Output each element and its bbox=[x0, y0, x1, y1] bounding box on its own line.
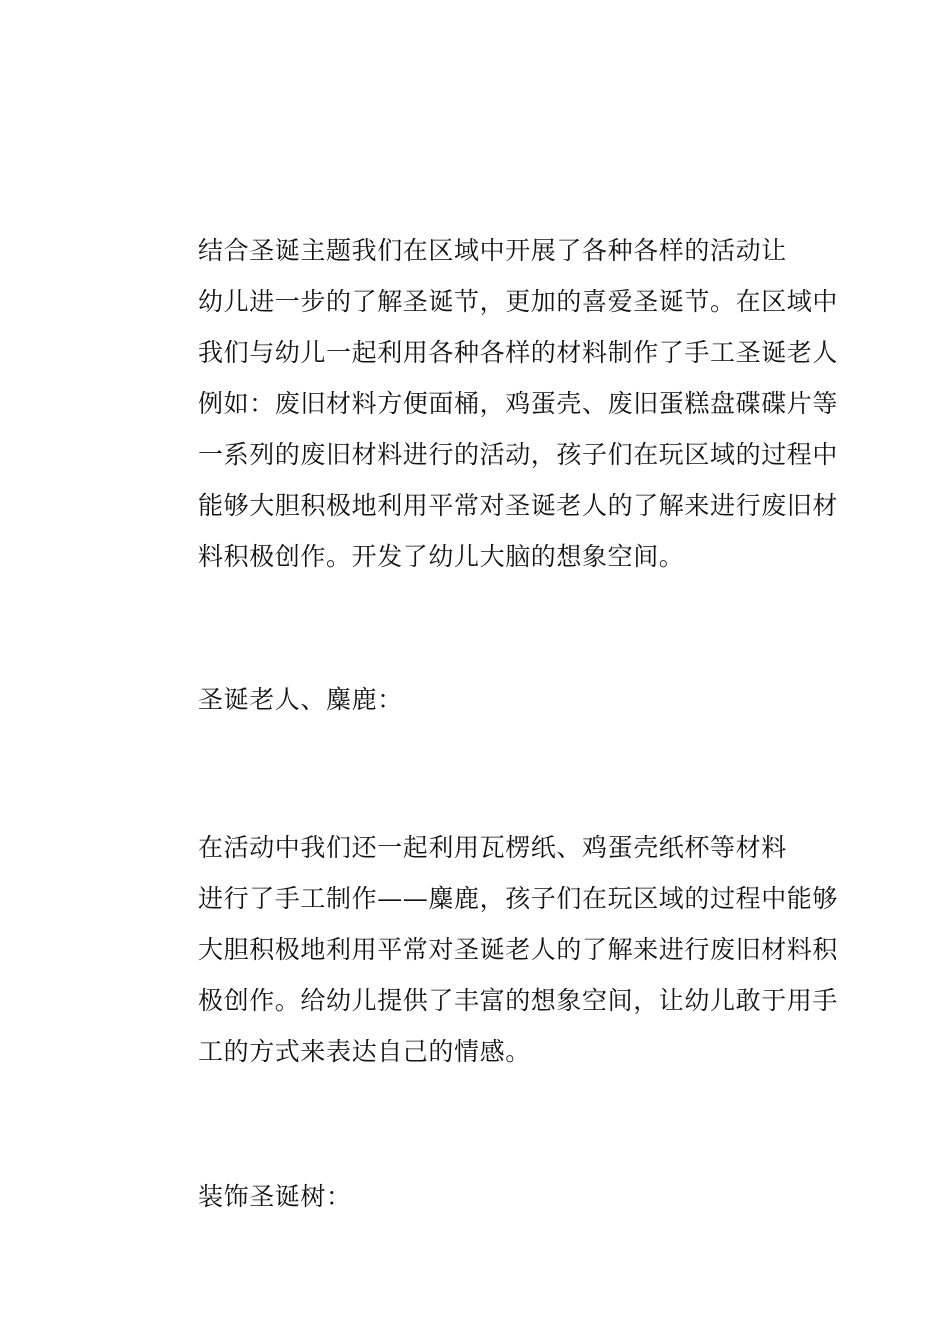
paragraph-line: 我们与幼儿一起利用各种各样的材料制作了手工圣诞老人 bbox=[198, 338, 839, 367]
paragraph-line: 能够大胆积极地利用平常对圣诞老人的了解来进行废旧材 bbox=[198, 491, 839, 520]
paragraph-christmas-activities bbox=[146, 225, 839, 582]
section-heading-santa-reindeer: 圣诞老人、麋鹿： bbox=[198, 685, 403, 714]
paragraph-line: 幼儿进一步的了解圣诞节，更加的喜爱圣诞节。在区域中 bbox=[198, 287, 839, 316]
paragraph-line: 一系列的废旧材料进行的活动，孩子们在玩区域的过程中 bbox=[198, 440, 839, 469]
paragraph-line: 料积极创作。开发了幼儿大脑的想象空间。 bbox=[198, 542, 685, 571]
paragraph-line: 大胆积极地利用平常对圣诞老人的了解来进行废旧材料积 bbox=[198, 935, 839, 964]
paragraph-line: 在活动中我们还一起利用瓦楞纸、鸡蛋壳纸杯等材料 bbox=[198, 833, 787, 862]
paragraph-line: 进行了手工制作——麋鹿，孩子们在玩区域的过程中能够 bbox=[198, 884, 839, 913]
paragraph-reindeer-craft bbox=[146, 822, 839, 1077]
paragraph-line: 工的方式来表达自己的情感。 bbox=[198, 1037, 531, 1066]
paragraph-line: 例如：废旧材料方便面桶，鸡蛋壳、废旧蛋糕盘碟碟片等 bbox=[198, 389, 839, 418]
paragraph-line: 极创作。给幼儿提供了丰富的想象空间，让幼儿敢于用手 bbox=[198, 986, 839, 1015]
paragraph-line: 结合圣诞主题我们在区域中开展了各种各样的活动让 bbox=[198, 236, 787, 265]
section-heading-decorate-tree: 装饰圣诞树： bbox=[198, 1182, 352, 1211]
